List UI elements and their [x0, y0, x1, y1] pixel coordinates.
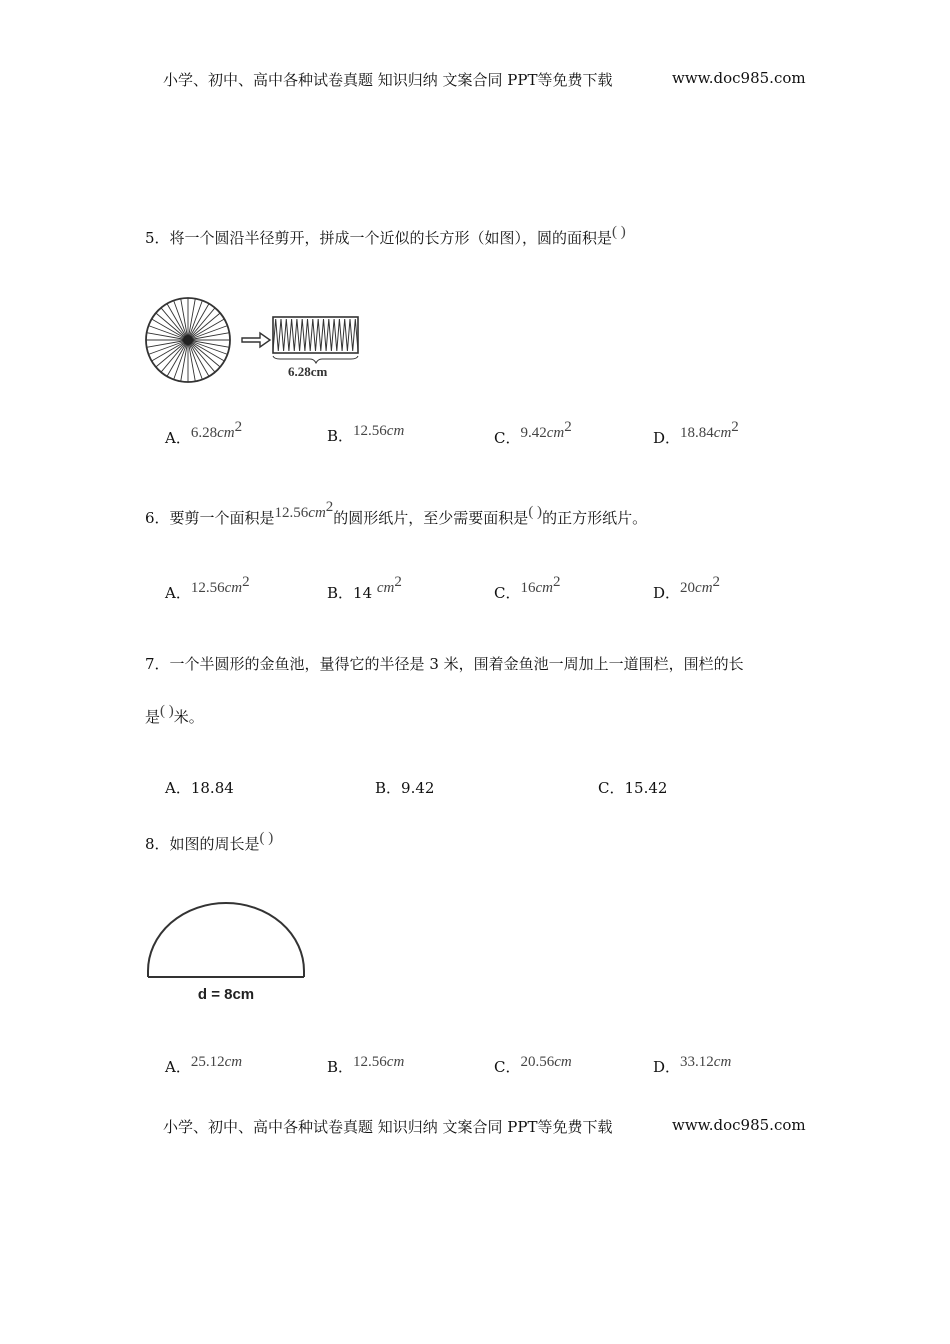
answer-blank: ( ) — [612, 224, 626, 240]
option-unit: cm — [386, 423, 405, 439]
question-6-stem-end: 的正方形纸片。 — [542, 509, 648, 527]
option-letter: D． — [653, 429, 681, 447]
width-label: 6.28cm — [288, 364, 328, 379]
stem-value: 12.56 — [274, 505, 309, 521]
question-7-stem: 是 — [145, 708, 161, 726]
question-7-line-2 — [145, 703, 204, 727]
option-value: 9.42 — [401, 779, 435, 797]
option-value: 12.56 — [190, 580, 225, 596]
option-unit: cm — [376, 580, 395, 596]
width-brace — [273, 356, 358, 363]
option-unit: cm — [386, 1054, 405, 1070]
q6-option-d[interactable] — [653, 574, 721, 603]
header-text: 小学、初中、高中各种试卷真题 知识归纳 文案合同 PPT等免费下载 — [163, 71, 613, 89]
option-unit: cm — [713, 425, 732, 441]
option-exp: 2 — [394, 574, 402, 590]
answer-blank: ( ) — [528, 504, 543, 520]
stem-exp: 2 — [325, 499, 334, 515]
page-header — [163, 69, 613, 90]
q5-option-b[interactable] — [327, 425, 404, 446]
option-letter: A． — [165, 1058, 191, 1076]
q6-option-a[interactable] — [165, 574, 250, 603]
option-exp: 2 — [242, 574, 250, 590]
option-letter: B． — [375, 779, 402, 797]
question-8-stem: 8．如图的周长是 — [145, 835, 260, 853]
footer-text: 小学、初中、高中各种试卷真题 知识归纳 文案合同 PPT等免费下载 — [163, 1118, 613, 1136]
option-value: 25.12 — [190, 1054, 225, 1070]
q7-option-c[interactable] — [598, 777, 667, 798]
option-letter: C． — [494, 429, 521, 447]
q5-option-d[interactable] — [653, 419, 739, 448]
diameter-label: d = 8cm — [197, 986, 255, 1003]
option-letter: B． — [327, 1058, 354, 1076]
question-5-stem: 5．将一个圆沿半径剪开，拼成一个近似的长方形（如图），圆的面积是 — [145, 229, 613, 247]
option-unit: cm — [695, 580, 713, 596]
rectangle-zigzag — [273, 319, 358, 351]
option-letter: C． — [494, 1058, 521, 1076]
semicircle-arc — [148, 903, 304, 977]
option-exp: 2 — [564, 419, 572, 435]
option-value: 14 — [353, 584, 377, 602]
q8-option-c[interactable] — [494, 1056, 572, 1077]
circle-to-rectangle-figure — [140, 293, 370, 383]
semicircle-figure — [140, 895, 315, 1007]
option-exp: 2 — [234, 419, 243, 435]
q6-option-b[interactable] — [327, 574, 402, 603]
question-6-stem: 6．要剪一个面积是 — [145, 509, 275, 527]
q8-option-d[interactable] — [653, 1056, 731, 1077]
q8-option-a[interactable] — [165, 1056, 242, 1077]
option-letter: C． — [494, 584, 521, 602]
footer-url: www.doc985.com — [672, 1116, 806, 1134]
question-7-line-1: 7．一个半圆形的金鱼池，量得它的半径是 3 米，围着金鱼池一周加上一道围栏，围栏的长 — [145, 655, 744, 673]
option-value: 9.42 — [520, 425, 547, 441]
option-unit: cm — [546, 425, 565, 441]
option-value: 20.56 — [520, 1054, 555, 1070]
arrow-icon — [242, 333, 270, 347]
q5-option-a[interactable] — [165, 419, 243, 448]
answer-blank: ( ) — [160, 703, 174, 719]
option-unit: cm — [535, 580, 553, 596]
question-8 — [145, 830, 274, 854]
question-5 — [145, 224, 626, 248]
header-url: www.doc985.com — [672, 69, 806, 87]
option-value: 12.56 — [353, 1054, 387, 1070]
option-letter: B． — [327, 427, 354, 445]
option-letter: A． — [165, 779, 191, 797]
option-value: 20 — [680, 580, 696, 596]
q5-option-c[interactable] — [494, 419, 572, 448]
option-letter: A． — [165, 429, 191, 447]
circle-center — [183, 335, 193, 345]
option-letter: A． — [165, 584, 191, 602]
q7-option-a[interactable] — [165, 777, 234, 798]
option-value: 15.42 — [624, 779, 668, 797]
q6-option-c[interactable] — [494, 574, 561, 603]
option-value: 12.56 — [353, 423, 387, 439]
option-unit: cm — [224, 1054, 243, 1070]
q8-option-b[interactable] — [327, 1056, 404, 1077]
dissected-circle — [146, 298, 230, 382]
option-unit: cm — [554, 1054, 572, 1070]
option-letter: C． — [598, 779, 625, 797]
option-value: 6.28 — [190, 425, 218, 441]
option-unit: cm — [713, 1054, 732, 1070]
option-value: 18.84 — [190, 779, 234, 797]
answer-blank: ( ) — [259, 830, 274, 846]
option-value: 16 — [520, 580, 536, 596]
option-unit: cm — [224, 580, 243, 596]
option-letter: D． — [653, 584, 681, 602]
option-exp: 2 — [712, 574, 721, 590]
q7-option-b[interactable] — [375, 777, 434, 798]
page-footer — [163, 1116, 613, 1137]
option-exp: 2 — [552, 574, 561, 590]
option-letter: B． — [327, 584, 354, 602]
option-value: 18.84 — [680, 425, 714, 441]
option-letter: D． — [653, 1058, 681, 1076]
question-7-stem-end: 米。 — [173, 708, 204, 726]
stem-unit: cm — [308, 505, 326, 521]
option-value: 33.12 — [680, 1054, 714, 1070]
question-6 — [145, 499, 648, 528]
option-exp: 2 — [731, 419, 739, 435]
option-unit: cm — [217, 425, 235, 441]
question-6-stem-mid: 的圆形纸片，至少需要面积是 — [333, 509, 529, 527]
